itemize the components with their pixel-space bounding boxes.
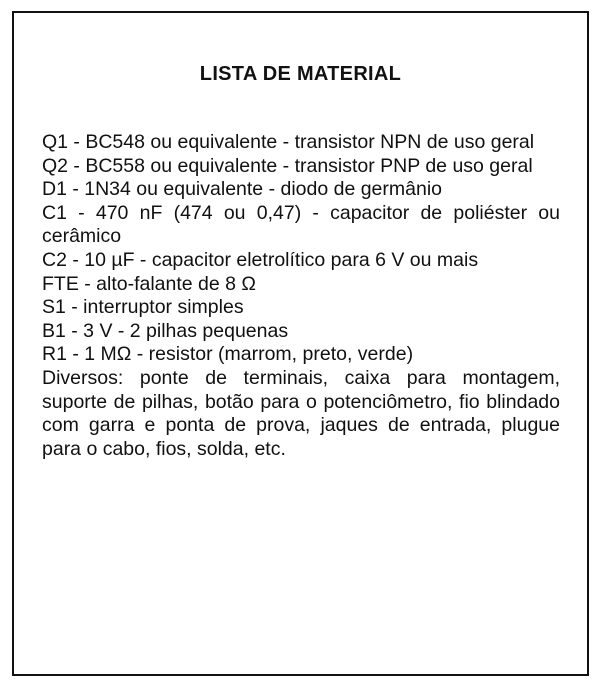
list-item-s1: S1 - interruptor simples xyxy=(42,296,244,319)
list-item-diversos: Diversos: ponte de terminais, caixa para montagem, suporte de pilhas, botão para o potenciômetro, fio blindado com garra e ponta de prova, jaques de entrada, plugue para o cabo, fios, solda, etc. xyxy=(42,366,560,460)
list-item-q1: Q1 - BC548 ou equivalente - transistor NPN de uso geral xyxy=(42,131,535,153)
list-title: LISTA DE MATERIAL xyxy=(199,63,402,85)
material-list-box xyxy=(12,11,589,676)
material-list xyxy=(42,131,560,461)
list-item-b1: B1 - 3 V - 2 pilhas pequenas xyxy=(42,319,289,342)
list-item-r1: R1 - 1 MΩ - resistor (marrom, preto, verde) xyxy=(42,343,414,366)
list-item-fte: FTE - alto-falante de 8 Ω xyxy=(42,272,257,295)
list-item-q2: Q2 - BC558 ou equivalente - transistor PNP de uso geral xyxy=(42,154,533,177)
list-item-c1: C1 - 470 nF (474 ou 0,47) - capacitor de poliéster ou cerâmico xyxy=(42,201,560,248)
list-item-c2: C2 - 10 µF - capacitor eletrolítico para 6 V ou mais xyxy=(42,248,479,271)
list-item-d1: D1 - 1N34 ou equivalente - diodo de germânio xyxy=(42,178,443,201)
